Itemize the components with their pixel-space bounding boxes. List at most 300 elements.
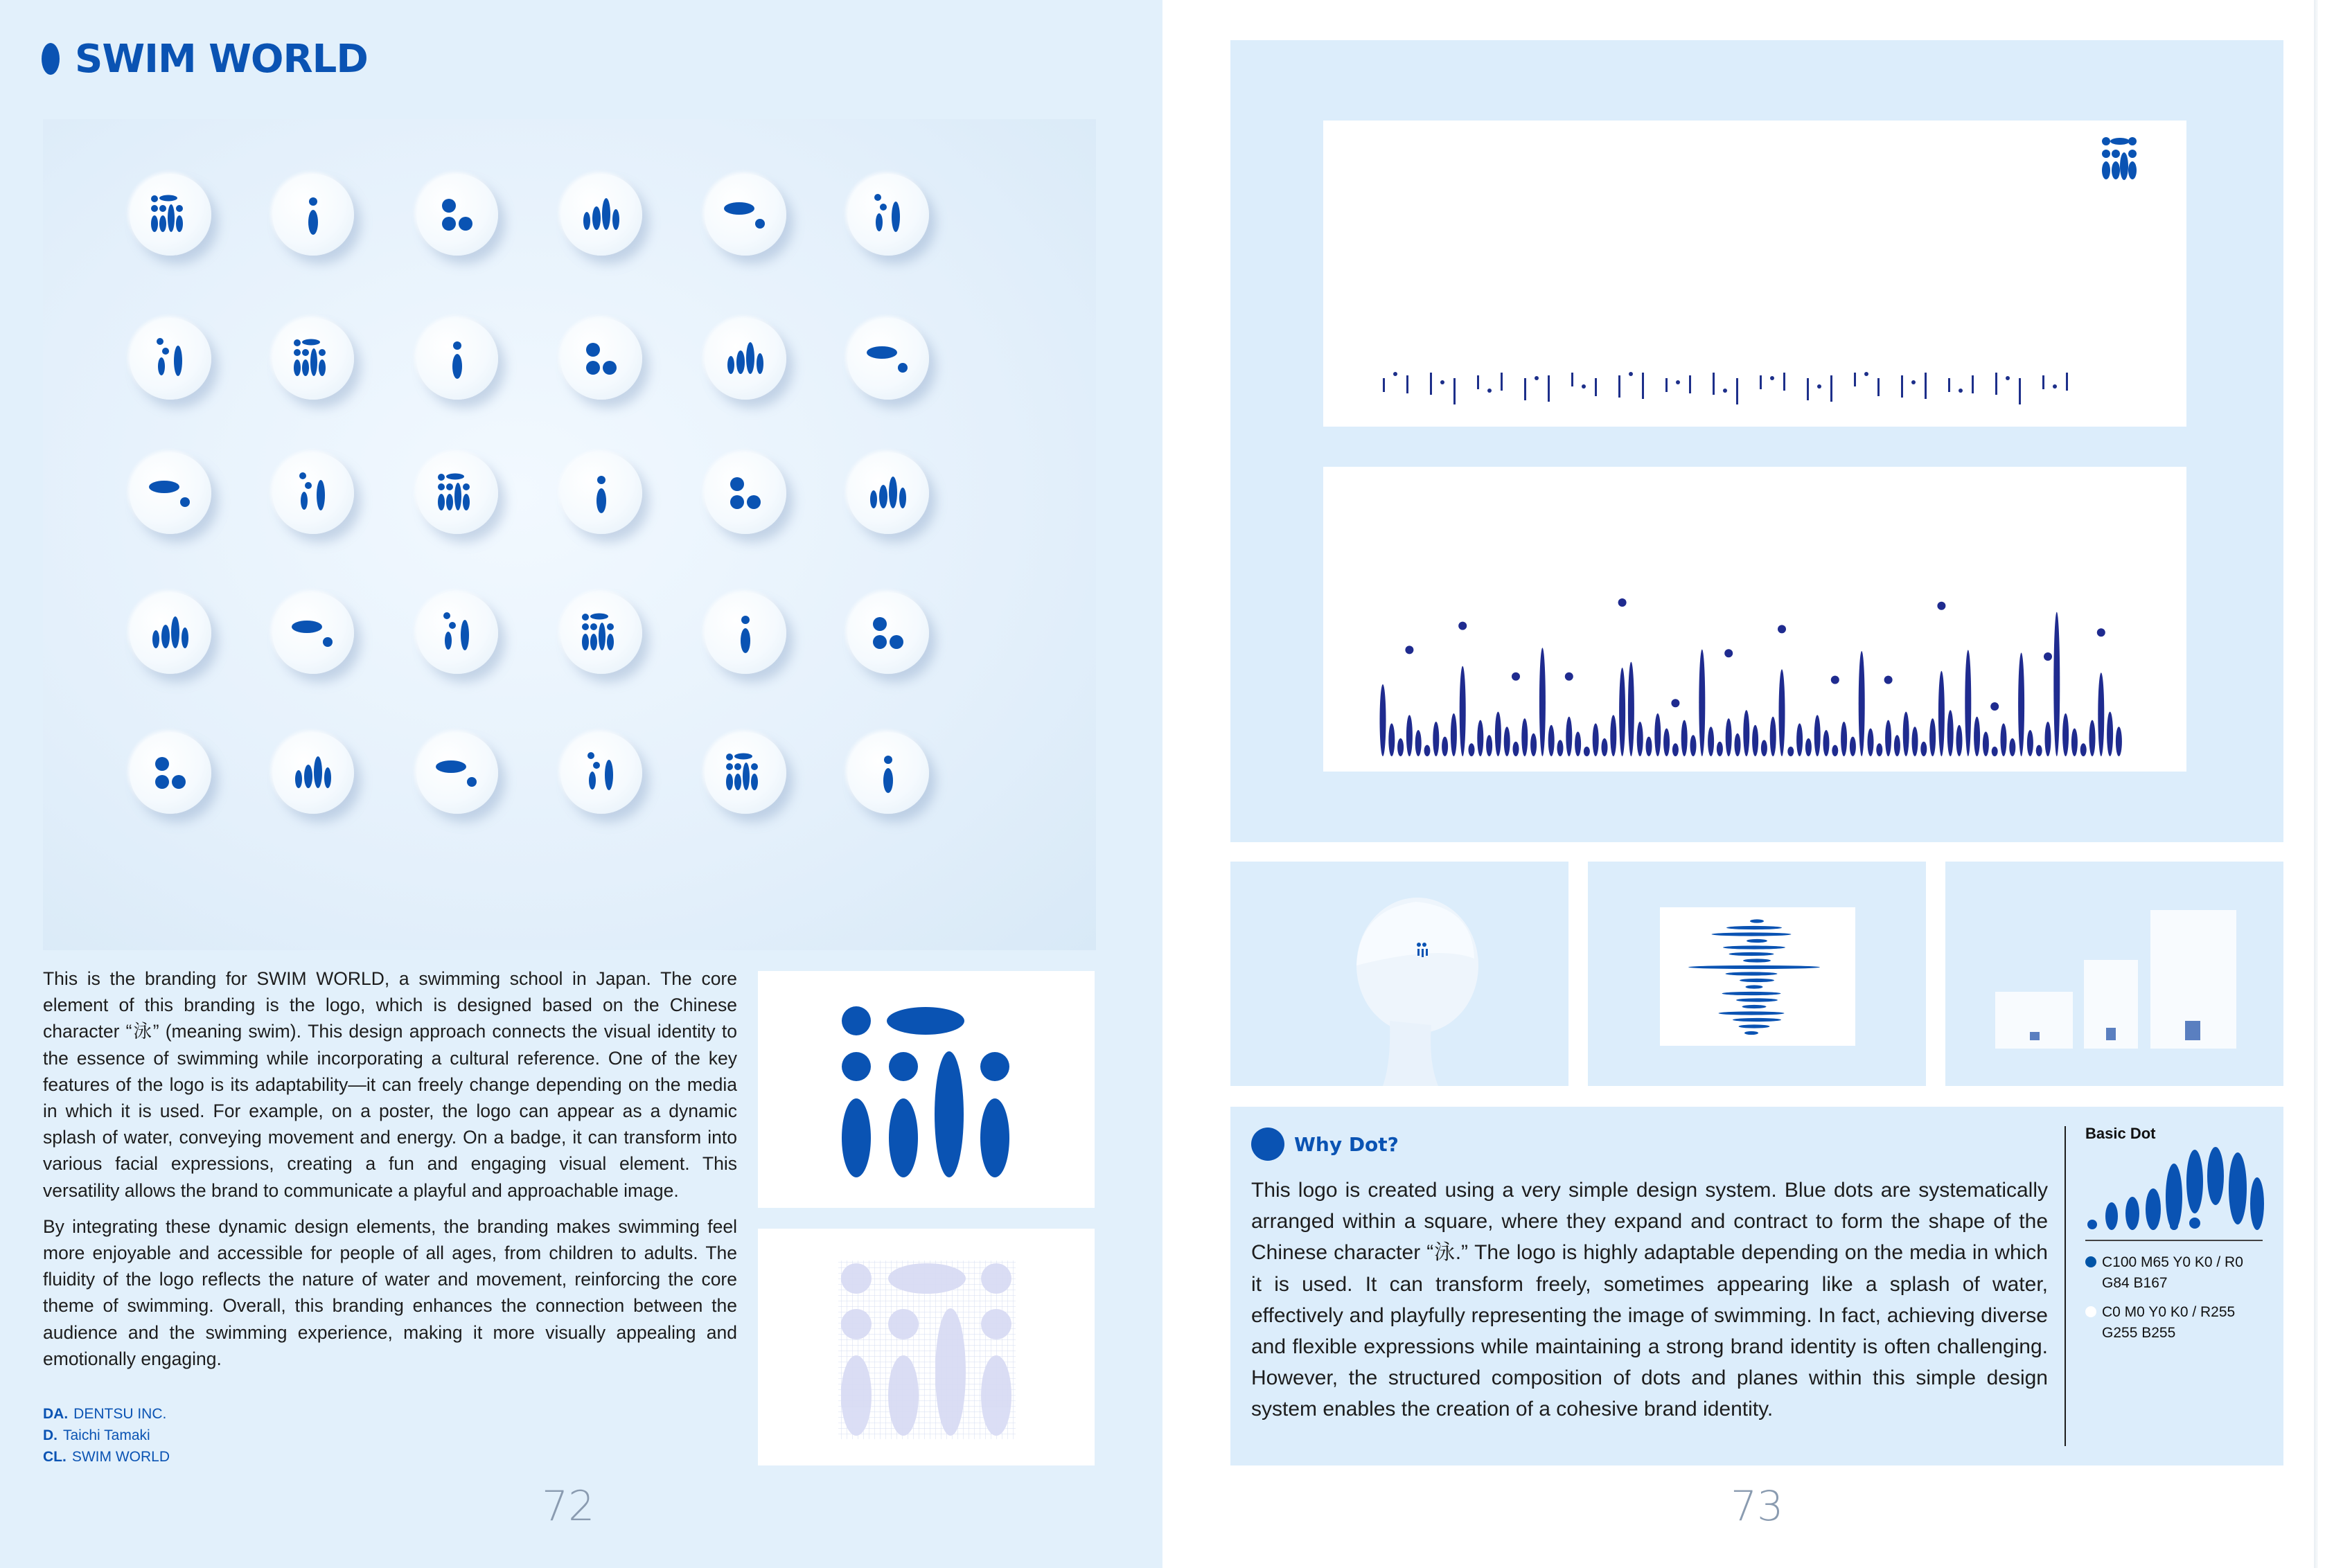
splash-drop bbox=[1885, 720, 1891, 756]
logo-construction-grid-icon bbox=[758, 1229, 1095, 1465]
badge-mark bbox=[299, 472, 306, 479]
splash-drop bbox=[1442, 737, 1448, 756]
poster-row-mark bbox=[1877, 378, 1880, 396]
swatch-white-icon bbox=[2085, 1306, 2096, 1317]
badge-mark bbox=[607, 623, 614, 630]
wink-icon bbox=[130, 452, 211, 534]
page-number-right: 73 bbox=[1731, 1482, 1784, 1531]
badge-wink bbox=[416, 732, 498, 814]
splash-drop bbox=[1530, 733, 1537, 756]
color-swatch bbox=[2085, 1252, 2243, 1294]
badge-mark bbox=[446, 483, 453, 490]
badge-mark bbox=[741, 616, 750, 624]
splash-streak bbox=[1712, 932, 1792, 936]
badge-mark bbox=[726, 754, 733, 760]
badge-mark bbox=[324, 767, 331, 788]
splash-drop bbox=[1735, 733, 1741, 756]
badge-mark bbox=[605, 760, 613, 790]
badge-i-dot bbox=[272, 174, 354, 256]
basic-dot-sequence-icon bbox=[2084, 1147, 2264, 1230]
scatter-icon bbox=[416, 592, 498, 674]
credit-line bbox=[43, 1446, 170, 1468]
badge-mark bbox=[874, 194, 881, 201]
badge-wink bbox=[705, 174, 786, 256]
why-body: This logo is created using a very simple design system. Blue dots are systematically arranged within a square, where they expand and contract to form the shape of the Chinese character “泳.” The logo is highly adaptable depending on the media in which it is used. It can transform freely, sometimes appearing like a splash of water, effectively and playfully representing the image of swimming. In fact, achieving diverse and flexible expressions while maintaining a strong brand identity is often challenging. However, the structured composition of dots and planes within this simple design system enables the creation of a cohesive brand identity. bbox=[1251, 1179, 2048, 1421]
credit-line bbox=[43, 1425, 170, 1446]
splash-drop bbox=[1495, 712, 1501, 756]
splash-drop bbox=[1920, 742, 1927, 756]
badge-scatter bbox=[130, 318, 211, 400]
splash-drop bbox=[1539, 648, 1546, 756]
splash-drop bbox=[2098, 672, 2104, 756]
badge-mark bbox=[317, 480, 325, 510]
splash-drop bbox=[1460, 666, 1466, 756]
badge-wink bbox=[130, 452, 211, 534]
three-dots-icon bbox=[705, 452, 786, 534]
badge-mark bbox=[883, 768, 893, 793]
badge-mark bbox=[582, 634, 589, 650]
poster-row-mark bbox=[1383, 378, 1385, 392]
badge-mark bbox=[734, 763, 741, 770]
badge-mark bbox=[876, 213, 883, 231]
swim-world-logo-icon bbox=[758, 971, 1095, 1208]
poster-row-dot bbox=[1723, 389, 1727, 393]
swim-cap-head-icon bbox=[1230, 862, 1568, 1086]
splash-drop bbox=[2116, 727, 2122, 756]
poster-row-mark bbox=[1406, 375, 1408, 393]
badge-mark bbox=[884, 756, 892, 764]
poster-thumb bbox=[1588, 862, 1926, 1086]
badge-mark bbox=[741, 628, 750, 653]
badge-mark bbox=[879, 485, 887, 508]
logo-icon bbox=[130, 174, 211, 256]
badge-mark bbox=[757, 353, 763, 374]
badge-mark bbox=[724, 202, 754, 215]
badge-bars bbox=[705, 318, 786, 400]
splash-drop bbox=[1451, 713, 1457, 756]
poster-row-mark bbox=[1995, 373, 1997, 395]
bars-icon bbox=[705, 318, 786, 400]
splash-streak bbox=[1722, 992, 1781, 995]
badge-three-dots bbox=[847, 592, 929, 674]
badge-mark bbox=[162, 348, 169, 355]
i-dot-icon bbox=[416, 318, 498, 400]
basic-dot-rule bbox=[2085, 1240, 2263, 1241]
splash-drop bbox=[1424, 745, 1431, 756]
splash-drop bbox=[1575, 731, 1581, 756]
badge-mark bbox=[755, 219, 765, 229]
badge-mark bbox=[442, 217, 456, 231]
poster-row-dot bbox=[2053, 384, 2057, 389]
badge-i-dot bbox=[416, 318, 498, 400]
badge-mark bbox=[602, 198, 610, 230]
divider bbox=[2065, 1126, 2066, 1446]
badge-scatter bbox=[416, 592, 498, 674]
swatch-label: G255 B255 bbox=[2102, 1325, 2176, 1341]
splash-drop bbox=[1628, 662, 1634, 756]
badge-mark bbox=[730, 477, 744, 491]
poster-row-dot bbox=[1440, 380, 1444, 384]
splash-streak bbox=[1739, 1024, 1770, 1028]
badge-three-dots bbox=[130, 732, 211, 814]
badge-mark bbox=[305, 482, 312, 489]
bars-icon bbox=[847, 452, 929, 534]
badge-mark bbox=[586, 361, 600, 375]
splash-drop bbox=[2062, 713, 2069, 756]
badge-mark bbox=[159, 215, 166, 232]
splash-drop bbox=[1699, 650, 1705, 756]
splash-dot bbox=[1512, 672, 1520, 681]
splash-dot bbox=[1724, 649, 1733, 657]
credit-line bbox=[43, 1403, 170, 1425]
color-swatch bbox=[2085, 1302, 2235, 1344]
splash-dot bbox=[1990, 702, 1999, 711]
badge-mark bbox=[607, 634, 614, 650]
scatter-icon bbox=[560, 732, 642, 814]
three-dots-icon bbox=[847, 592, 929, 674]
badge-mark bbox=[889, 476, 897, 508]
splash-drop bbox=[1850, 737, 1856, 756]
poster-row-mark bbox=[2042, 375, 2044, 389]
poster-row-mark bbox=[1854, 373, 1856, 386]
basic-dot-title: Basic Dot bbox=[2085, 1125, 2156, 1142]
badge-mark bbox=[294, 359, 301, 376]
poster-row-mark bbox=[1571, 373, 1573, 386]
poster-row-mark bbox=[1595, 378, 1597, 396]
body-paragraph-2: By integrating these dynamic design elements, the branding makes swimming feel more enjoyable and accessible for people of all ages, from children to adults. The fluidity of the logo reflects the nature of water and movement, reinforcing the core theme of swimming. Overall, this branding enhances the connection between the audience and the swimming experience, making it more visually appealing and emotionally engaging. bbox=[43, 1215, 737, 1369]
badge-mark bbox=[443, 612, 450, 619]
swatch-label: C100 M65 Y0 K0 / R0 bbox=[2102, 1254, 2243, 1270]
badge-mark bbox=[161, 625, 170, 648]
splash-drop bbox=[1823, 730, 1830, 756]
badge-mark bbox=[582, 623, 589, 630]
splash-drop bbox=[2045, 722, 2051, 756]
splash-drop bbox=[1912, 727, 1918, 756]
splash-drop bbox=[1868, 729, 1874, 756]
bars-icon bbox=[560, 174, 642, 256]
splash-drop bbox=[1380, 684, 1386, 756]
badge-mark bbox=[174, 346, 182, 376]
poster-row-mark bbox=[1713, 373, 1715, 395]
badge-mark bbox=[157, 338, 163, 345]
badge-scatter bbox=[560, 732, 642, 814]
badge-mark bbox=[590, 614, 608, 620]
badge-i-dot bbox=[847, 732, 929, 814]
splash-drop bbox=[1726, 718, 1732, 756]
swim-cap-photo bbox=[1230, 862, 1568, 1086]
badge-mark bbox=[592, 206, 601, 230]
badge-mark bbox=[180, 497, 190, 507]
splash-drop bbox=[2027, 730, 2033, 756]
badge-three-dots bbox=[560, 318, 642, 400]
splash-drop bbox=[1672, 743, 1679, 756]
splash-drop bbox=[1752, 725, 1758, 756]
poster-row-mark bbox=[1430, 373, 1432, 395]
badge-mark bbox=[747, 495, 761, 509]
splash-dot bbox=[1937, 602, 1945, 610]
badge-mark bbox=[155, 757, 169, 771]
badge-mark bbox=[449, 622, 456, 629]
splash-streak bbox=[1726, 926, 1782, 929]
badge-mark bbox=[294, 339, 301, 346]
badge-mark bbox=[899, 488, 906, 508]
badge-mark bbox=[730, 495, 744, 509]
badge-mark bbox=[870, 490, 877, 508]
splash-drop bbox=[1761, 740, 1767, 756]
scatter-icon bbox=[272, 452, 354, 534]
bars-icon bbox=[272, 732, 354, 814]
badge-mark bbox=[302, 359, 309, 376]
splash-drop bbox=[1415, 730, 1422, 756]
splash-streak bbox=[1733, 1018, 1781, 1022]
splash-dot bbox=[2044, 652, 2052, 661]
brand-dot-icon bbox=[42, 43, 60, 75]
badge-mark bbox=[155, 775, 169, 789]
splash-drop bbox=[1654, 713, 1661, 756]
poster-row-dot bbox=[2006, 376, 2010, 380]
splash-streak bbox=[1750, 919, 1764, 923]
splash-drop bbox=[1610, 715, 1616, 756]
credit-role: D. bbox=[43, 1427, 58, 1443]
badge-mark bbox=[151, 215, 158, 232]
badge-logo bbox=[130, 174, 211, 256]
badge-mark bbox=[751, 763, 758, 770]
badge-mark bbox=[743, 763, 750, 790]
splash-drop bbox=[1787, 747, 1794, 756]
splash-drop bbox=[1992, 747, 1998, 756]
splash-drop bbox=[1983, 731, 1989, 756]
splash-dot bbox=[1778, 625, 1786, 633]
splash-streak bbox=[1729, 952, 1774, 956]
poster-row-mark bbox=[1642, 373, 1644, 399]
badge-mark bbox=[603, 361, 617, 375]
brand-header bbox=[42, 35, 368, 83]
splash-drop bbox=[1974, 717, 1980, 756]
badge-mark bbox=[596, 488, 606, 513]
poster-row-mark bbox=[1736, 378, 1738, 404]
splash-drop bbox=[1903, 712, 1909, 756]
badge-mark bbox=[597, 476, 605, 484]
splash-drop bbox=[1929, 718, 1936, 756]
splash-drop bbox=[1743, 710, 1749, 756]
poster-row-mark bbox=[1925, 373, 1927, 399]
badge-mark bbox=[463, 483, 470, 490]
body-paragraph-1: This is the branding for SWIM WORLD, a swimming school in Japan. The core element of this branding is the logo, which is designed based on the Chinese character “泳” (meaning swim). This design approach connects the visual identity to the essence of swimming while incorporating a cultural reference. One of the key features of the logo is its adaptability—it can freely change depending on the media in which it is used. For example, on a poster, the logo can appear as a dynamic splash of water, conveying movement and energy. On a badge, it can transform into various facial expressions, creating a fun and engaging visual element. This versatility allows the brand to communicate a playful and approachable image. bbox=[43, 968, 737, 1201]
poster-row-dot bbox=[1959, 389, 1963, 393]
envelopes-icon bbox=[1945, 862, 2283, 1086]
splash-drop bbox=[1619, 668, 1625, 756]
splash-drop bbox=[1548, 725, 1555, 756]
poster-top-graphic bbox=[1323, 121, 2186, 427]
brand-title: SWIM WORLD bbox=[75, 36, 368, 82]
poster-row-mark bbox=[1618, 375, 1620, 398]
badge-mark bbox=[159, 195, 177, 202]
splash-drop bbox=[1779, 669, 1785, 756]
i-dot-icon bbox=[847, 732, 929, 814]
badge-photo bbox=[43, 119, 1096, 950]
poster-row-mark bbox=[1689, 375, 1691, 393]
poster-row-mark bbox=[1524, 378, 1526, 400]
badge-three-dots bbox=[705, 452, 786, 534]
badge-mark bbox=[445, 632, 452, 650]
splash-drop bbox=[1859, 651, 1865, 756]
badge-wink bbox=[847, 318, 929, 400]
splash-dot bbox=[1458, 622, 1467, 630]
splash-drop bbox=[1681, 720, 1688, 756]
poster-top bbox=[1323, 121, 2186, 427]
badge-mark bbox=[304, 765, 312, 788]
badge-mark bbox=[438, 474, 445, 481]
badge-bars bbox=[560, 174, 642, 256]
badge-mark bbox=[158, 357, 165, 375]
splash-drop bbox=[1637, 722, 1643, 756]
credit-name: SWIM WORLD bbox=[71, 1449, 170, 1465]
badge-mark bbox=[726, 774, 733, 790]
badge-mark bbox=[182, 627, 188, 648]
splash-drop bbox=[1521, 718, 1528, 756]
splash-drop bbox=[1477, 720, 1483, 756]
poster-row-mark bbox=[1901, 375, 1903, 398]
splash-drop bbox=[1406, 715, 1413, 756]
splash-drop bbox=[1504, 727, 1510, 756]
poster-row-dot bbox=[1487, 389, 1492, 393]
badge-mark bbox=[583, 212, 590, 230]
splash-streak bbox=[1736, 998, 1778, 1001]
wink-icon bbox=[705, 174, 786, 256]
wink-icon bbox=[272, 592, 354, 674]
badge-mark bbox=[302, 339, 320, 346]
badge-mark bbox=[590, 634, 597, 650]
splash-drop bbox=[1513, 742, 1519, 756]
badge-mark bbox=[892, 202, 900, 232]
badge-mark bbox=[582, 614, 589, 621]
badge-mark bbox=[176, 215, 183, 232]
badge-mark bbox=[459, 217, 472, 231]
splash-drop bbox=[1956, 725, 1963, 756]
badge-mark bbox=[301, 492, 308, 510]
why-header bbox=[1251, 1128, 1399, 1161]
splash-drop bbox=[2107, 712, 2113, 756]
badge-mark bbox=[734, 754, 752, 760]
badge-i-dot bbox=[705, 592, 786, 674]
blue-dot-icon bbox=[1251, 1128, 1284, 1161]
poster-row-mark bbox=[1972, 375, 1974, 393]
splash-dot bbox=[1565, 672, 1573, 681]
splash-streak bbox=[1719, 1011, 1785, 1015]
logo-icon bbox=[705, 732, 786, 814]
poster-row-mark bbox=[1501, 373, 1503, 391]
badge-mark bbox=[295, 770, 302, 788]
badge-mark bbox=[593, 762, 600, 769]
splash-dot bbox=[2097, 628, 2105, 636]
splash-streak bbox=[1744, 1031, 1758, 1035]
badge-logo bbox=[416, 452, 498, 534]
splash-drop bbox=[1814, 715, 1821, 756]
swatch-label: G84 B167 bbox=[2102, 1275, 2168, 1291]
badge-mark bbox=[452, 354, 462, 379]
splash-drop bbox=[1796, 723, 1803, 756]
splash-drop bbox=[2089, 720, 2096, 756]
credits bbox=[43, 1403, 170, 1468]
credit-role: CL. bbox=[43, 1449, 67, 1465]
splash-drop bbox=[2071, 729, 2078, 756]
badge-mark bbox=[746, 342, 754, 374]
badge-mark bbox=[309, 197, 317, 206]
poster-row-dot bbox=[1629, 372, 1633, 376]
splash-drop bbox=[1938, 671, 1945, 756]
badge-mark bbox=[880, 204, 887, 211]
splash-streak bbox=[1726, 972, 1778, 975]
badge-mark bbox=[461, 620, 469, 650]
poster-row-dot bbox=[1582, 384, 1586, 389]
badge-logo bbox=[705, 732, 786, 814]
three-dots-icon bbox=[130, 732, 211, 814]
splash-dot bbox=[1405, 645, 1413, 654]
poster-row-mark bbox=[1807, 378, 1809, 400]
badge-mark bbox=[751, 774, 758, 790]
splash-dot bbox=[1831, 676, 1839, 684]
splash-drop bbox=[2001, 723, 2007, 756]
poster-splash-graphic bbox=[1323, 467, 2186, 772]
splash-drop bbox=[2009, 738, 2015, 756]
splash-streak bbox=[1688, 965, 1820, 969]
splash-drop bbox=[1646, 737, 1652, 756]
badge-bars bbox=[847, 452, 929, 534]
horizontal-splash-icon bbox=[1588, 862, 1926, 1086]
poster-row-mark bbox=[1665, 378, 1668, 392]
splash-drop bbox=[2036, 745, 2042, 756]
badge-mark bbox=[302, 349, 309, 356]
badge-mark bbox=[873, 617, 887, 631]
badge-mark bbox=[159, 205, 166, 212]
bars-icon bbox=[130, 592, 211, 674]
why-title: Why Dot? bbox=[1294, 1132, 1399, 1156]
badge-logo bbox=[560, 592, 642, 674]
poster-row-mark bbox=[1783, 373, 1785, 391]
logo-icon bbox=[416, 452, 498, 534]
badge-scatter bbox=[847, 174, 929, 256]
poster-row-dot bbox=[1911, 380, 1916, 384]
envelope-photo bbox=[1945, 862, 2283, 1086]
splash-drop bbox=[1663, 729, 1670, 756]
badge-mark bbox=[308, 210, 318, 235]
badge-mark bbox=[726, 763, 733, 770]
badge-mark bbox=[319, 359, 326, 376]
splash-drop bbox=[2053, 612, 2060, 756]
badge-mark bbox=[589, 772, 596, 790]
credit-name: DENTSU INC. bbox=[73, 1406, 167, 1422]
poster-row-mark bbox=[1948, 378, 1950, 392]
splash-drop bbox=[1965, 650, 1971, 756]
badge-mark bbox=[151, 195, 158, 202]
scatter-icon bbox=[130, 318, 211, 400]
poster-row-mark bbox=[1830, 375, 1832, 402]
badge-mark bbox=[446, 494, 453, 510]
poster-row-dot bbox=[1393, 372, 1397, 376]
badge-mark bbox=[453, 341, 461, 350]
poster-row-mark bbox=[1760, 375, 1762, 389]
badge-mark bbox=[599, 623, 605, 650]
badge-three-dots bbox=[416, 174, 498, 256]
badge-mark bbox=[436, 760, 466, 773]
splash-drop bbox=[1832, 745, 1838, 756]
logo-panel bbox=[758, 971, 1095, 1208]
splash-dot bbox=[1884, 676, 1893, 684]
credit-role: DA. bbox=[43, 1406, 69, 1422]
badge-mark bbox=[168, 204, 175, 232]
splash-drop bbox=[1593, 723, 1599, 756]
poster-row-dot bbox=[1770, 376, 1774, 380]
